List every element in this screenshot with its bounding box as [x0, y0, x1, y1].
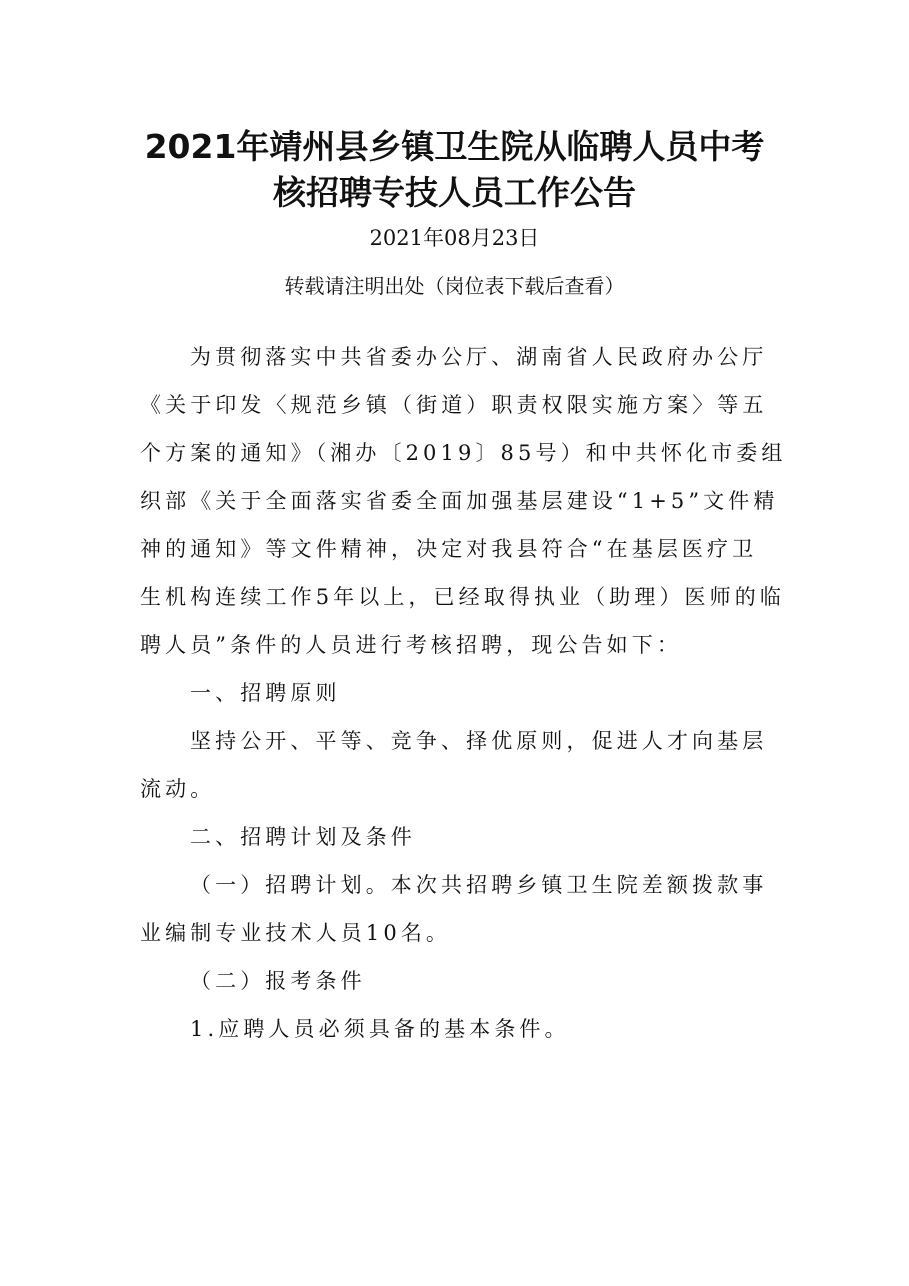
- paragraph-line: 坚持公开、平等、竞争、择优原则，促进人才向基层: [190, 729, 768, 753]
- paragraph-line: （一）招聘计划。本次共招聘乡镇卫生院差额拨款事: [190, 873, 768, 897]
- paragraph-line: 《关于印发〈规范乡镇（街道）职责权限实施方案〉等五: [140, 393, 768, 417]
- paragraph-line: 流动。: [140, 777, 216, 801]
- document-title-line-2: 核招聘专技人员工作公告: [273, 173, 636, 212]
- section-heading: 一、招聘原则: [190, 681, 341, 705]
- reprint-notice: 转载请注明出处（岗位表下载后查看）: [284, 274, 625, 298]
- paragraph-line: 聘人员”条件的人员进行考核招聘，现公告如下：: [140, 633, 682, 657]
- paragraph-line: 生机构连续工作5年以上，已经取得执业（助理）医师的临: [140, 585, 785, 609]
- document-title-line-1: 2021年靖州县乡镇卫生院从临聘人员中考: [144, 127, 765, 166]
- section-heading: 二、招聘计划及条件: [190, 825, 416, 849]
- publish-date: 2021年08月23日: [369, 226, 540, 250]
- paragraph-line: 为贯彻落实中共省委办公厅、湖南省人民政府办公厅: [190, 345, 768, 369]
- subsection-heading: （二）报考条件: [190, 969, 366, 993]
- paragraph-line: 业编制专业技术人员10名。: [140, 921, 452, 945]
- paragraph-line: 织部《关于全面落实省委全面加强基层建设“1+5”文件精: [140, 489, 779, 513]
- paragraph-line: 个方案的通知》（湘办〔2019〕85号）和中共怀化市委组: [140, 441, 787, 465]
- paragraph-line: 神的通知》等文件精神，决定对我县符合“在基层医疗卫: [140, 537, 758, 561]
- paragraph-line: 1.应聘人员必须具备的基本条件。: [190, 1017, 570, 1041]
